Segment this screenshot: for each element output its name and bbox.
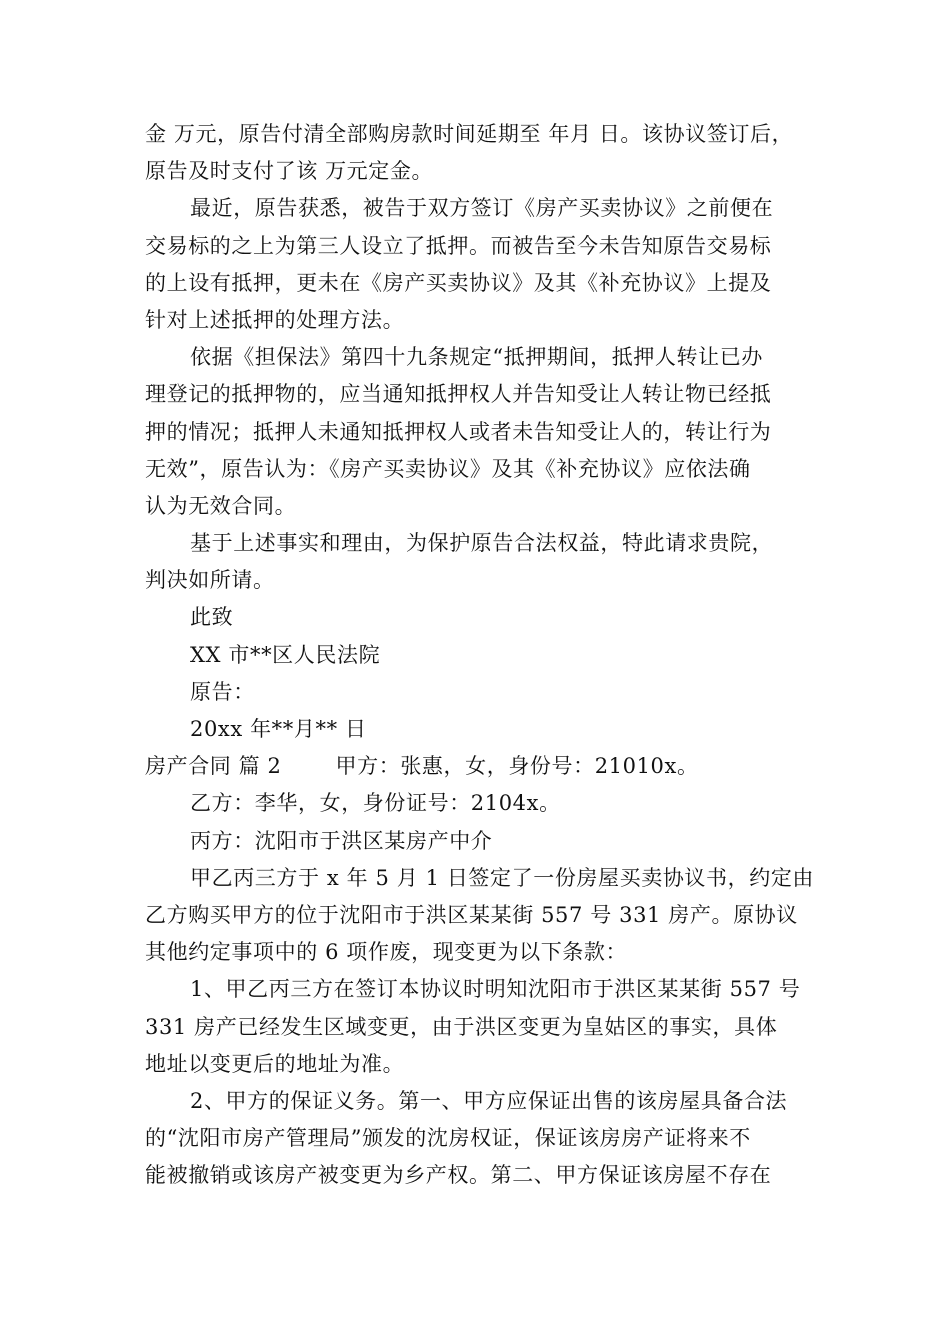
paragraph-line: 能被撤销或该房产被变更为乡产权。第二、甲方保证该房屋不存在 — [145, 1163, 772, 1188]
paragraph-line: 押的情况；抵押人未通知抵押权人或者未告知受让人的，转让行为 — [145, 419, 772, 444]
paragraph-line: 的“沈阳市房产管理局”颁发的沈房权证，保证该房房产证将来不 — [145, 1126, 751, 1151]
paragraph-line: 甲乙丙三方于 x 年 5 月 1 日签定了一份房屋买卖协议书，约定由 — [190, 865, 815, 890]
section-heading: 房产合同 篇 2 — [145, 754, 282, 779]
paragraph-line: 依据《担保法》第四十九条规定“抵押期间，抵押人转让已办 — [190, 345, 763, 370]
clause-1: 1、甲乙丙三方在签订本协议时明知沈阳市于洪区某某街 557 号 — [190, 977, 801, 1002]
clause-2: 2、甲方的保证义务。第一、甲方应保证出售的该房屋具备合法 — [190, 1088, 788, 1113]
paragraph-line: 原告及时支付了该 万元定金。 — [145, 159, 434, 184]
paragraph-line: 针对上述抵押的处理方法。 — [145, 307, 405, 332]
paragraph-line: 理登记的抵押物的，应当通知抵押权人并告知受让人转让物已经抵 — [145, 382, 772, 407]
plaintiff-label: 原告： — [190, 679, 255, 704]
section-heading-line — [145, 748, 825, 785]
party-b: 乙方：李华，女，身份证号：2104x。 — [190, 791, 561, 816]
party-c: 丙方：沈阳市于洪区某房产中介 — [190, 828, 493, 853]
salutation: 此致 — [190, 605, 234, 630]
signature-date: 20xx 年**月** 日 — [190, 717, 367, 741]
paragraph-line: 认为无效合同。 — [145, 493, 297, 518]
paragraph-line: 交易标的之上为第三人设立了抵押。而被告至今未告知原告交易标 — [145, 233, 772, 258]
paragraph-line: 金 万元，原告付清全部购房款时间延期至 年月 日。该协议签订后， — [145, 122, 794, 146]
document-body — [145, 116, 825, 1194]
paragraph-line: 无效”，原告认为：《房产买卖协议》及其《补充协议》应依法确 — [145, 456, 751, 481]
paragraph-line: 地址以变更后的地址为准。 — [145, 1051, 405, 1076]
paragraph-line: 的上设有抵押，更未在《房产买卖协议》及其《补充协议》上提及 — [145, 270, 772, 295]
paragraph-line: 最近，原告获悉，被告于双方签订《房产买卖协议》之前便在 — [190, 196, 774, 221]
paragraph-line: 乙方购买甲方的位于沈阳市于洪区某某街 557 号 331 房产。原协议 — [145, 902, 798, 927]
paragraph-line: 331 房产已经发生区域变更，由于洪区变更为皇姑区的事实，具体 — [145, 1014, 778, 1039]
court-name: XX 市**区人民法院 — [190, 642, 381, 667]
party-a: 甲方：张惠，女，身份号：21010x。 — [335, 754, 699, 779]
paragraph-line: 其他约定事项中的 6 项作废，现变更为以下条款： — [145, 940, 628, 965]
paragraph-line: 判决如所请。 — [145, 568, 275, 593]
paragraph-line: 基于上述事实和理由，为保护原告合法权益，特此请求贵院， — [190, 531, 774, 556]
